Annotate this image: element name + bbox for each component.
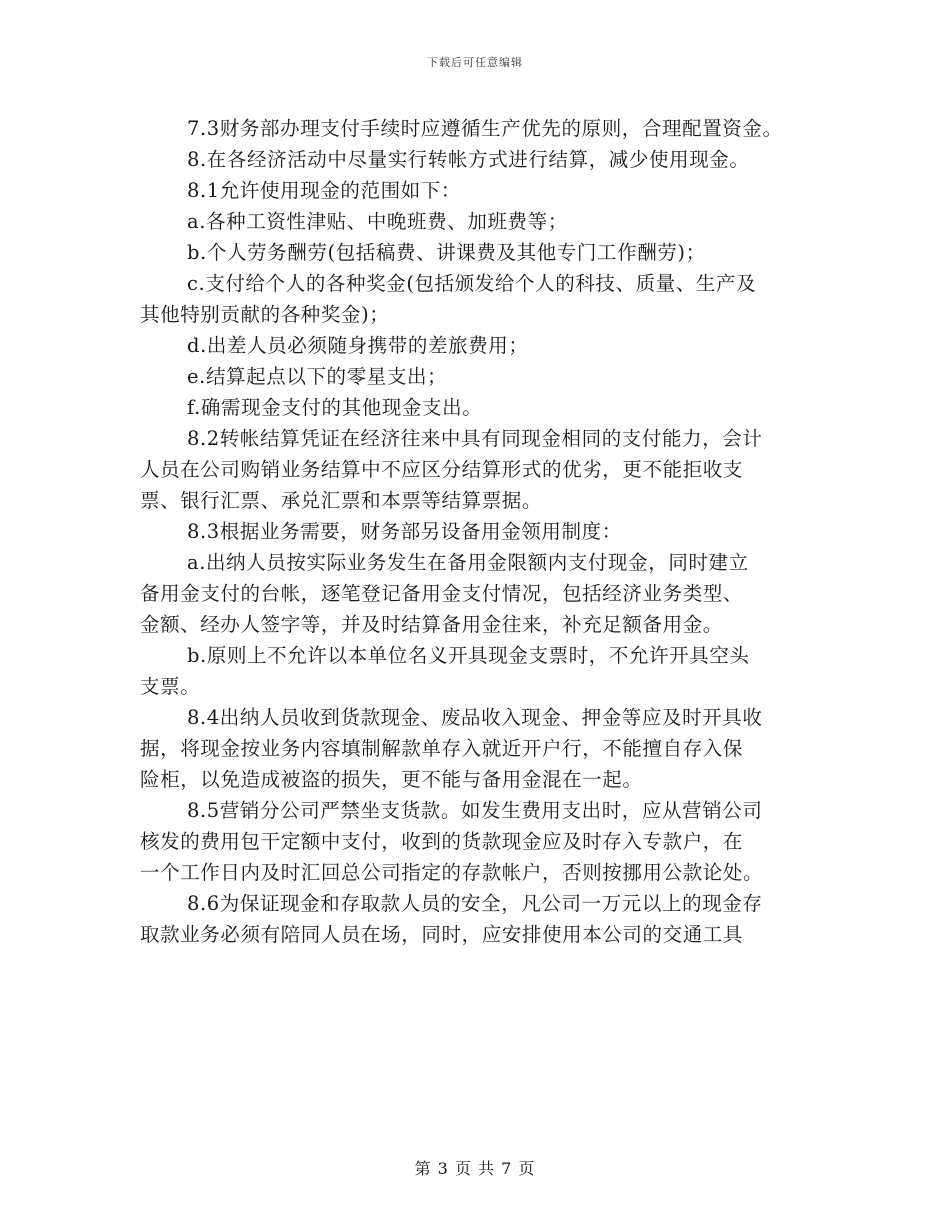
text-line: 核发的费用包干定额中支付，收到的货款现金应及时存入专款户，在 [140,830,744,853]
text-line: 8.5营销分公司严禁坐支货款。如发生费用支出时，应从营销公司 [187,799,763,822]
page-header: 下载后可任意编辑 [427,56,523,69]
text-line: 支票。 [140,675,201,698]
text-line: 票、银行汇票、承兑汇票和本票等结算票据。 [140,489,543,512]
text-line: c.支付给个人的各种奖金(包括颁发给个人的科技、质量、生产及 [187,272,757,295]
text-line: 一个工作日内及时汇回总公司指定的存款帐户，否则按挪用公款论处。 [140,861,764,884]
text-line: 备用金支付的台帐，逐笔登记备用金支付情况，包括经济业务类型、 [140,582,744,605]
text-line: 8.4出纳人员收到货款现金、废品收入现金、押金等应及时开具收 [187,706,763,729]
text-line: 8.2转帐结算凭证在经济往来中具有同现金相同的支付能力，会计 [187,427,763,450]
text-line: 金额、经办人签字等，并及时结算备用金往来，补充足额备用金。 [140,613,723,636]
text-line: d.出差人员必须随身携带的差旅费用； [187,334,529,357]
text-line: 8.3根据业务需要，财务部另设备用金领用制度： [187,520,622,543]
text-line: e.结算起点以下的零星支出； [187,365,448,388]
text-line: 取款业务必须有陪同人员在场，同时，应安排使用本公司的交通工具 [140,923,744,946]
document-body [140,113,830,950]
text-line: 8.6为保证现金和存取款人员的安全，凡公司一万元以上的现金存 [187,892,763,915]
text-line: a.各种工资性津贴、中晚班费、加班费等； [187,210,568,233]
text-line: 8.1允许使用现金的范围如下： [187,179,462,202]
text-line: a.出纳人员按实际业务发生在备用金限额内支付现金，同时建立 [187,551,749,574]
text-line: 据，将现金按业务内容填制解款单存入就近开户行，不能擅自存入保 [140,737,744,760]
text-line: 人员在公司购销业务结算中不应区分结算形式的优劣，更不能拒收支 [140,458,744,481]
text-line: f.确需现金支付的其他现金支出。 [187,396,483,419]
text-line: 8.在各经济活动中尽量实行转帐方式进行结算，减少使用现金。 [187,148,750,171]
page-footer: 第 3 页 共 7 页 [414,1159,536,1178]
text-line: b.原则上不允许以本单位名义开具现金支票时，不允许开具空头 [187,644,750,667]
text-line: 7.3财务部办理支付手续时应遵循生产优先的原则，合理配置资金。 [187,117,783,140]
text-line: b.个人劳务酬劳(包括稿费、讲课费及其他专门工作酬劳)； [187,241,706,264]
text-line: 险柜，以免造成被盗的损失，更不能与备用金混在一起。 [140,768,643,791]
text-line: 其他特别贡献的各种奖金)； [140,303,390,326]
